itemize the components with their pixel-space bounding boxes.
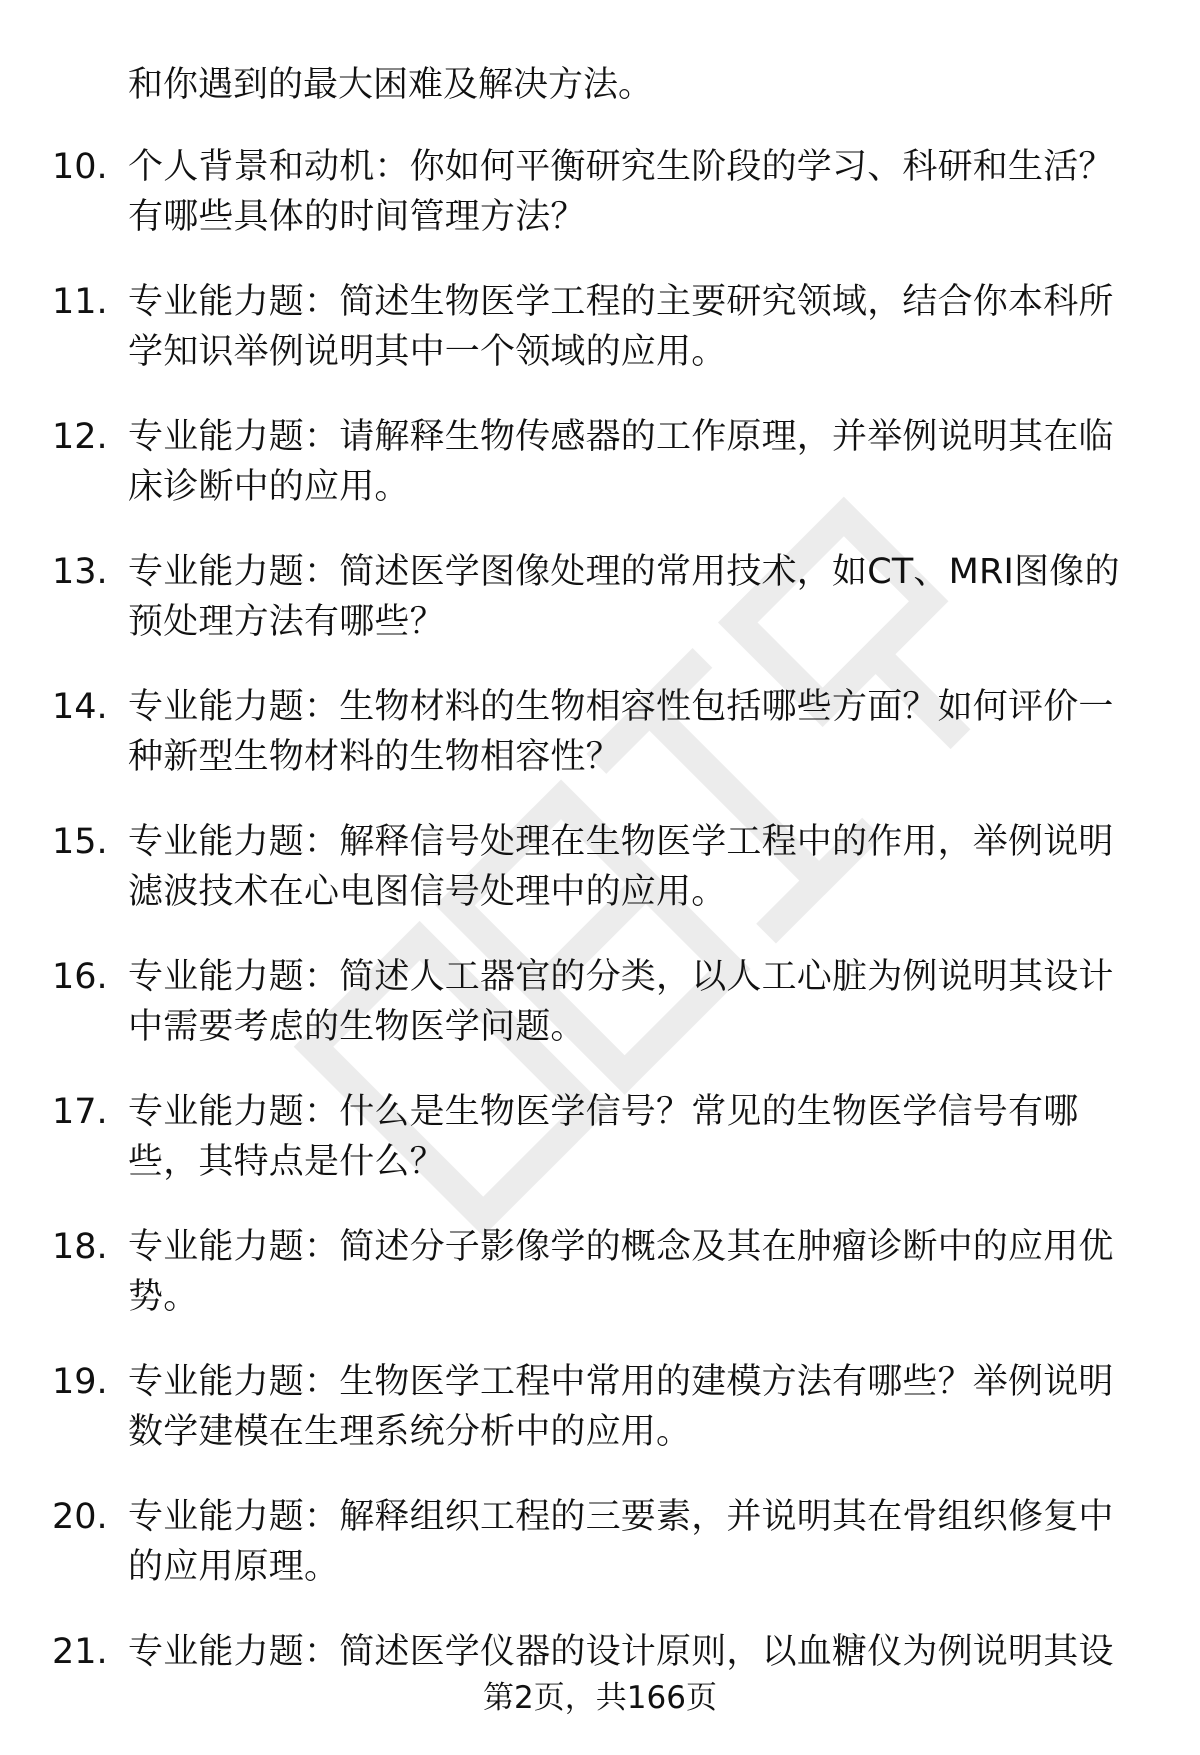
question-number: 17.: [52, 1092, 108, 1132]
page-footer: 第2页，共166页: [483, 1680, 717, 1716]
question-text: [128, 682, 1148, 782]
question-text: [128, 1222, 1148, 1322]
question-item: [0, 269, 1200, 404]
question-line: 专业能力题：简述医学仪器的设计原则，以血糖仪为例说明其设: [128, 1632, 1114, 1672]
question-text: [128, 1357, 1148, 1457]
question-number: 20.: [52, 1497, 108, 1537]
question-line: 专业能力题：解释组织工程的三要素，并说明其在骨组织修复中: [128, 1497, 1114, 1537]
question-line: 床诊断中的应用。: [128, 467, 410, 507]
question-text: [128, 277, 1148, 377]
question-line: 专业能力题：解释信号处理在生物医学工程中的作用，举例说明: [128, 822, 1114, 862]
question-text: [128, 1627, 1148, 1677]
question-line: 数学建模在生理系统分析中的应用。: [128, 1412, 692, 1452]
question-item: [0, 944, 1200, 1079]
question-line: 中需要考虑的生物医学问题。: [128, 1007, 586, 1047]
continued-question-text: 和你遇到的最大困难及解决方法。: [128, 65, 654, 105]
question-line: 种新型生物材料的生物相容性？: [128, 737, 621, 777]
question-item: [0, 134, 1200, 269]
question-text: [128, 952, 1148, 1052]
question-number: 11.: [52, 282, 108, 322]
question-item: [0, 1484, 1200, 1619]
question-item: [0, 404, 1200, 539]
question-line: 的应用原理。: [128, 1547, 340, 1587]
question-item: [0, 674, 1200, 809]
question-line: 滤波技术在心电图信号处理中的应用。: [128, 872, 727, 912]
question-item: [0, 539, 1200, 674]
question-text: [128, 817, 1148, 917]
question-line: 专业能力题：请解释生物传感器的工作原理，并举例说明其在临: [128, 417, 1114, 457]
question-number: 16.: [52, 957, 108, 997]
question-item: [0, 809, 1200, 944]
question-text: [128, 1087, 1148, 1187]
question-line: 有哪些具体的时间管理方法？: [128, 197, 586, 237]
question-number: 15.: [52, 822, 108, 862]
question-text: [128, 547, 1148, 647]
question-line: 预处理方法有哪些？: [128, 602, 445, 642]
question-item: [0, 1079, 1200, 1214]
question-item: [0, 1349, 1200, 1484]
question-text: [128, 142, 1148, 242]
question-number: 13.: [52, 552, 108, 592]
question-line: 些，其特点是什么？: [128, 1142, 445, 1182]
question-line: 专业能力题：简述人工器官的分类，以人工心脏为例说明其设计: [128, 957, 1114, 997]
question-line: 专业能力题：简述分子影像学的概念及其在肿瘤诊断中的应用优: [128, 1227, 1114, 1267]
question-line: 专业能力题：简述生物医学工程的主要研究领域，结合你本科所: [128, 282, 1114, 322]
question-text: [128, 412, 1148, 512]
question-line: 专业能力题：生物医学工程中常用的建模方法有哪些？举例说明: [128, 1362, 1114, 1402]
question-number: 14.: [52, 687, 108, 727]
question-number: 21.: [52, 1632, 108, 1672]
question-line: 学知识举例说明其中一个领域的应用。: [128, 332, 727, 372]
question-line: 专业能力题：什么是生物医学信号？常见的生物医学信号有哪: [128, 1092, 1079, 1132]
question-number: 18.: [52, 1227, 108, 1267]
question-line: 个人背景和动机：你如何平衡研究生阶段的学习、科研和生活？: [128, 147, 1114, 187]
question-list: [0, 134, 1200, 1754]
question-number: 12.: [52, 417, 108, 457]
question-number: 19.: [52, 1362, 108, 1402]
question-text: [128, 1492, 1148, 1592]
question-line: 专业能力题：生物材料的生物相容性包括哪些方面？如何评价一: [128, 687, 1114, 727]
question-item: [0, 1214, 1200, 1349]
question-number: 10.: [52, 147, 108, 187]
question-line: 势。: [128, 1277, 199, 1317]
question-line: 专业能力题：简述医学图像处理的常用技术，如CT、MRI图像的: [128, 552, 1120, 592]
